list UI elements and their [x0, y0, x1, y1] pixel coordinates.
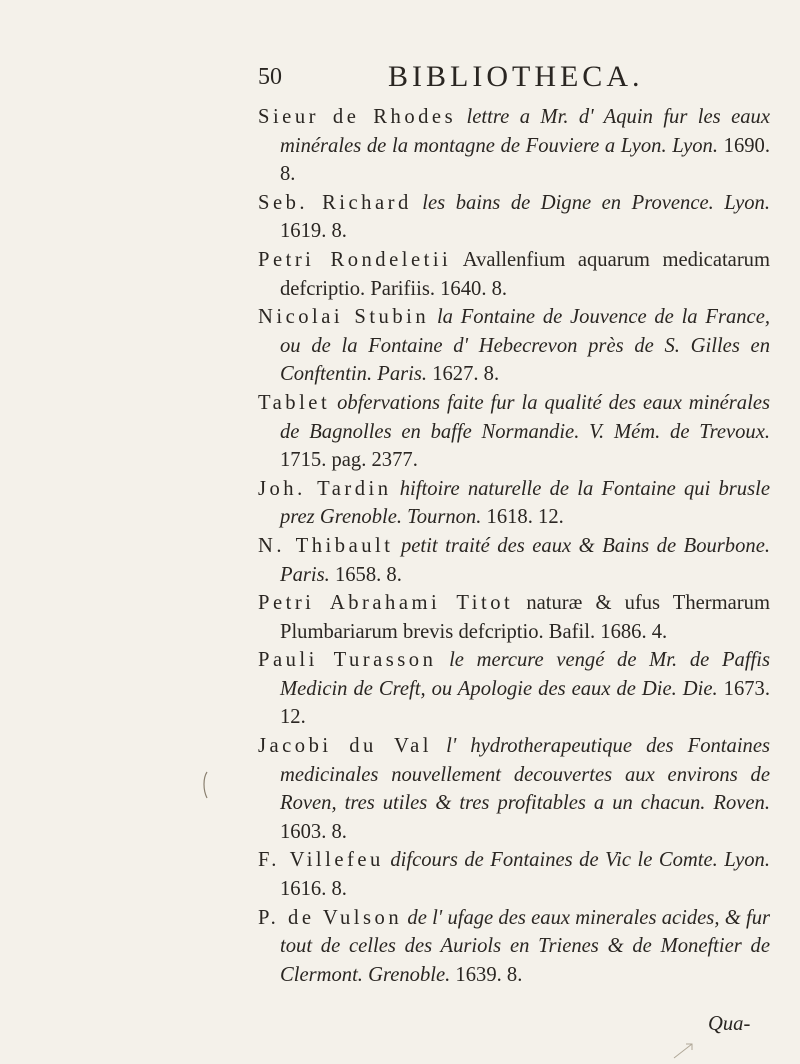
entry-details: 1627. 8. [432, 363, 500, 386]
entry-details: 1673. 12. [280, 677, 770, 729]
entry-author: Petri Rondeletii [258, 248, 452, 271]
bibliography-entry [258, 904, 770, 990]
entry-author: F. Villefeu [258, 849, 384, 872]
entry-author: Seb. Richard [258, 191, 412, 214]
entry-details: 1658. 8. [334, 563, 402, 586]
bibliography-entry [258, 846, 770, 903]
bibliography-entry [258, 103, 770, 189]
bibliography-list [258, 103, 770, 989]
entry-details: 1639. 8. [455, 963, 523, 986]
pencil-mark-icon [672, 1040, 696, 1060]
running-head: BIBLIOTHECA. [388, 60, 644, 93]
entry-title: difcours de Fontaines de Vic le Comte. Lyon. [390, 849, 771, 872]
entry-author: Jacobi du Val [258, 735, 432, 758]
entry-author: N. Thibault [258, 534, 394, 557]
bibliography-entry [258, 532, 770, 589]
entry-author: Sieur de Rhodes [258, 106, 457, 128]
entry-details: naturæ & ufus Thermarum Plumbariarum brevis defcriptio. Bafil. 1686. 4. [280, 592, 770, 643]
entry-author: Nicolai Stubin [258, 306, 430, 329]
entry-title: petit traité des eaux & Bains de Bourbone. Paris. [280, 534, 770, 586]
entry-title: le mercure vengé de Mr. de Paffis Medicin de Creft, ou Apologie des eaux de Die. Die. [280, 649, 770, 700]
entry-details: 1616. 8. [280, 878, 347, 901]
entry-title: les bains de Digne en Provence. Lyon. [422, 191, 770, 214]
entry-details: Avallenfium aquarum medicatarum defcriptio. Parifiis. 1640. 8. [280, 248, 770, 300]
margin-mark-icon [201, 770, 209, 800]
entry-details: 1619. 8. [280, 220, 347, 243]
bibliography-entry [258, 589, 770, 646]
entry-author: Tablet [258, 391, 331, 414]
entry-details: 1603. 8. [280, 820, 347, 843]
bibliography-entry [258, 303, 770, 389]
entry-title: de l' ufage des eaux minerales acides, & fur tout de celles des Auriols en Trienes & de Moneftier de Clermont. Grenoble. [280, 906, 770, 986]
entry-author: P. de Vulson [258, 906, 403, 929]
entry-details: 1715. pag. 2377. [280, 449, 418, 472]
entry-author: Petri Abrahami Titot [258, 592, 514, 615]
bibliography-entry [258, 475, 770, 532]
entry-title: hiftoire naturelle de la Fontaine qui brusle prez Grenoble. Tournon. [280, 477, 770, 529]
entry-author: Joh. Tardin [258, 477, 392, 500]
entry-title: lettre a Mr. d' Aquin fur les eaux minérales de la montagne de Fouviere a Lyon. Lyon. [280, 106, 770, 157]
bibliography-entry [258, 189, 770, 246]
entry-details: 1618. 12. [486, 506, 564, 529]
catchword: Qua- [708, 1013, 751, 1035]
entry-details: 1690. 8. [280, 134, 770, 186]
page-header [0, 58, 800, 98]
page-number: 50 [258, 64, 282, 90]
bibliography-entry [258, 246, 770, 303]
bibliography-entry [258, 646, 770, 732]
bibliography-entry [258, 389, 770, 475]
entry-title: l' hydrotherapeutique des Fontaines medicinales nouvellement decouvertes aux environs de Roven, tres utiles & tres profitables a un chacun. Roven. [280, 735, 770, 815]
entry-author: Pauli Turasson [258, 649, 437, 672]
bibliography-entry [258, 732, 770, 846]
entry-title: obfervations faite fur la qualité des eaux minérales de Bagnolles en baffe Normandie. V. Mém. de Trevoux. [280, 391, 770, 443]
entry-title: la Fontaine de Jouvence de la France, ou de la Fontaine d' Hebecrevon près de S. Gilles en Conftentin. Paris. [280, 306, 770, 386]
